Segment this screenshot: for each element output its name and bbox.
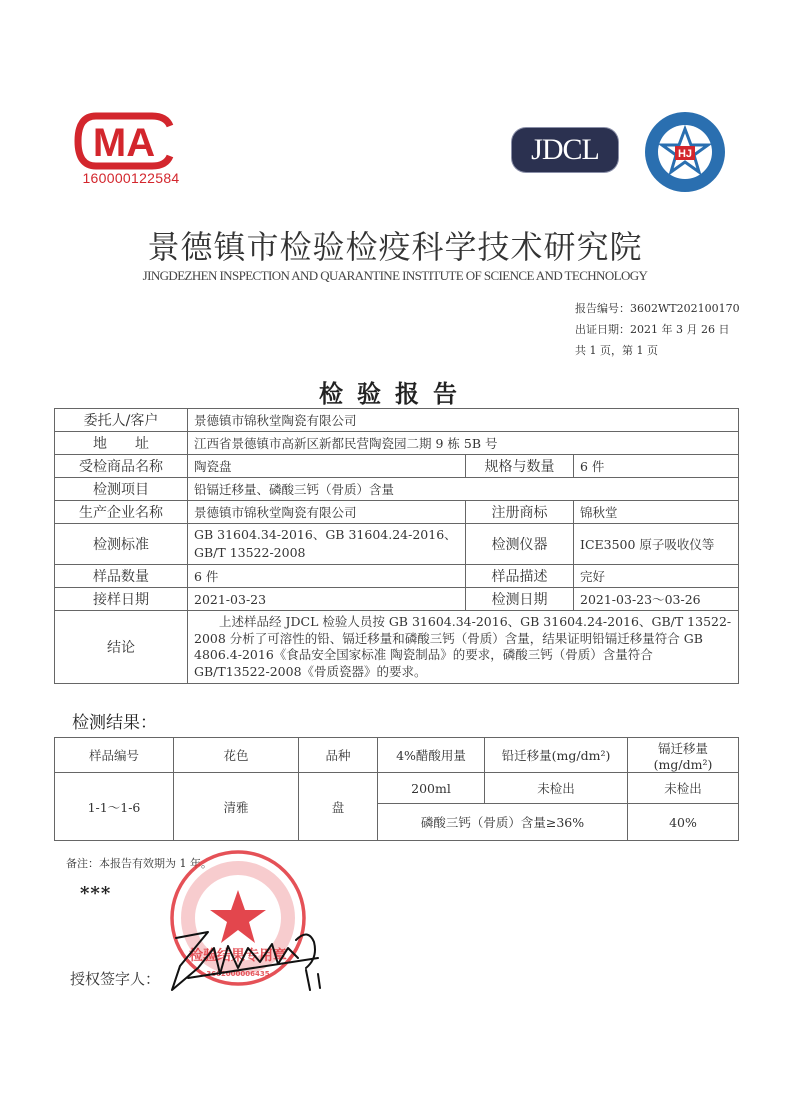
col-lead: 铅迁移量(mg/dm²) bbox=[485, 738, 628, 773]
results-table bbox=[54, 737, 739, 841]
product-label: 受检商品名称 bbox=[55, 455, 188, 478]
col-cadmium: 镉迁移量(mg/dm²) bbox=[628, 738, 739, 773]
table-row bbox=[55, 432, 739, 455]
signer-label: 授权签字人： bbox=[70, 970, 161, 988]
table-row bbox=[55, 524, 739, 565]
cma-text: MA bbox=[92, 121, 156, 165]
items-value: 铅镉迁移量、磷酸三钙（骨质）含量 bbox=[188, 478, 739, 501]
table-row bbox=[55, 455, 739, 478]
col-variety: 品种 bbox=[299, 738, 378, 773]
table-row bbox=[55, 478, 739, 501]
table-row bbox=[55, 611, 739, 684]
standard-label: 检测标准 bbox=[55, 524, 188, 565]
cadmium-result: 未检出 bbox=[628, 773, 739, 804]
cma-mark-icon bbox=[72, 112, 190, 170]
issue-date: 出证日期：2021 年 3 月 26 日 bbox=[575, 323, 730, 336]
variety: 盘 bbox=[299, 773, 378, 841]
conclusion-text: 上述样品经 JDCL 检验人员按 GB 31604.34-2016、GB 31604.24-2016、GB/T 13522-2008 分析了可溶性的铅、镉迁移量和磷酸三钙（骨质）含量，结果证明铅镉迁移量符合 GB 4806.4-2016《食品安全国家标准 陶瓷制品》的要求，磷酸三钙（骨质）含量符合 GB/T13522-2008《骨质瓷器》的要求。 bbox=[188, 611, 739, 684]
qty-value: 6 件 bbox=[188, 565, 466, 588]
instrument-label: 检测仪器 bbox=[466, 524, 574, 565]
hj-emblem-icon bbox=[643, 110, 727, 194]
test-date-value: 2021-03-23～03-26 bbox=[574, 588, 739, 611]
col-acid: 4%醋酸用量 bbox=[378, 738, 485, 773]
maker-label: 生产企业名称 bbox=[55, 501, 188, 524]
desc-value: 完好 bbox=[574, 565, 739, 588]
signature-icon bbox=[168, 918, 338, 998]
spec-value: 6 件 bbox=[574, 455, 739, 478]
table-row bbox=[55, 409, 739, 432]
qty-label: 样品数量 bbox=[55, 565, 188, 588]
conclusion-label: 结论 bbox=[55, 611, 188, 684]
seal-text: 检验结果专用章 bbox=[189, 948, 287, 964]
lead-result: 未检出 bbox=[485, 773, 628, 804]
client-label: 委托人/客户 bbox=[55, 409, 188, 432]
report-number: 报告编号：3602WT202100170 bbox=[575, 302, 740, 315]
bone-value: 40% bbox=[628, 804, 739, 841]
cma-number: 160000122584 bbox=[82, 170, 180, 186]
hj-logo bbox=[643, 110, 727, 194]
validity-note: 备注：本报告有效期为 1 年。 bbox=[66, 857, 212, 870]
hj-text: HJ bbox=[677, 148, 693, 160]
test-date-label: 检测日期 bbox=[466, 588, 574, 611]
client-value: 景德镇市锦秋堂陶瓷有限公司 bbox=[188, 409, 739, 432]
signature bbox=[168, 918, 338, 998]
table-row bbox=[55, 588, 739, 611]
brand-label: 注册商标 bbox=[466, 501, 574, 524]
pattern: 清雅 bbox=[174, 773, 299, 841]
items-label: 检测项目 bbox=[55, 478, 188, 501]
spec-label: 规格与数量 bbox=[466, 455, 574, 478]
results-title: 检测结果： bbox=[72, 713, 157, 733]
address-value: 江西省景德镇市高新区新都民营陶瓷园二期 9 栋 5B 号 bbox=[188, 432, 739, 455]
acid-amount: 200ml bbox=[378, 773, 485, 804]
sample-no: 1-1～1-6 bbox=[55, 773, 174, 841]
report-title: 检验报告 bbox=[319, 380, 471, 408]
seal-number: 3602000006435 bbox=[206, 970, 270, 978]
recv-date-label: 接样日期 bbox=[55, 588, 188, 611]
bone-label: 磷酸三钙（骨质）含量≥36% bbox=[378, 804, 628, 841]
results-header-row bbox=[55, 738, 739, 773]
brand-value: 锦秋堂 bbox=[574, 501, 739, 524]
instrument-value: ICE3500 原子吸收仪等 bbox=[574, 524, 739, 565]
col-sample-no: 样品编号 bbox=[55, 738, 174, 773]
col-pattern: 花色 bbox=[174, 738, 299, 773]
cma-logo bbox=[72, 112, 190, 190]
info-table bbox=[54, 408, 739, 684]
table-row bbox=[55, 565, 739, 588]
address-label: 地 址 bbox=[55, 432, 188, 455]
table-row bbox=[55, 773, 739, 804]
table-row bbox=[55, 501, 739, 524]
report-meta bbox=[575, 298, 740, 361]
desc-label: 样品描述 bbox=[466, 565, 574, 588]
page-count: 共 1 页，第 1 页 bbox=[575, 344, 658, 357]
standard-value: GB 31604.34-2016、GB 31604.24-2016、GB/T 13522-2008 bbox=[188, 524, 466, 565]
product-value: 陶瓷盘 bbox=[188, 455, 466, 478]
jdcl-logo: JDCL bbox=[512, 128, 618, 172]
institute-name-cn: 景德镇市检验检疫科学技术研究院 bbox=[147, 228, 643, 266]
maker-value: 景德镇市锦秋堂陶瓷有限公司 bbox=[188, 501, 466, 524]
recv-date-value: 2021-03-23 bbox=[188, 588, 466, 611]
stars-mark: *** bbox=[80, 883, 112, 904]
institute-name-en: JINGDEZHEN INSPECTION AND QUARANTINE INSTITUTE OF SCIENCE AND TECHNOLOGY bbox=[142, 268, 648, 283]
